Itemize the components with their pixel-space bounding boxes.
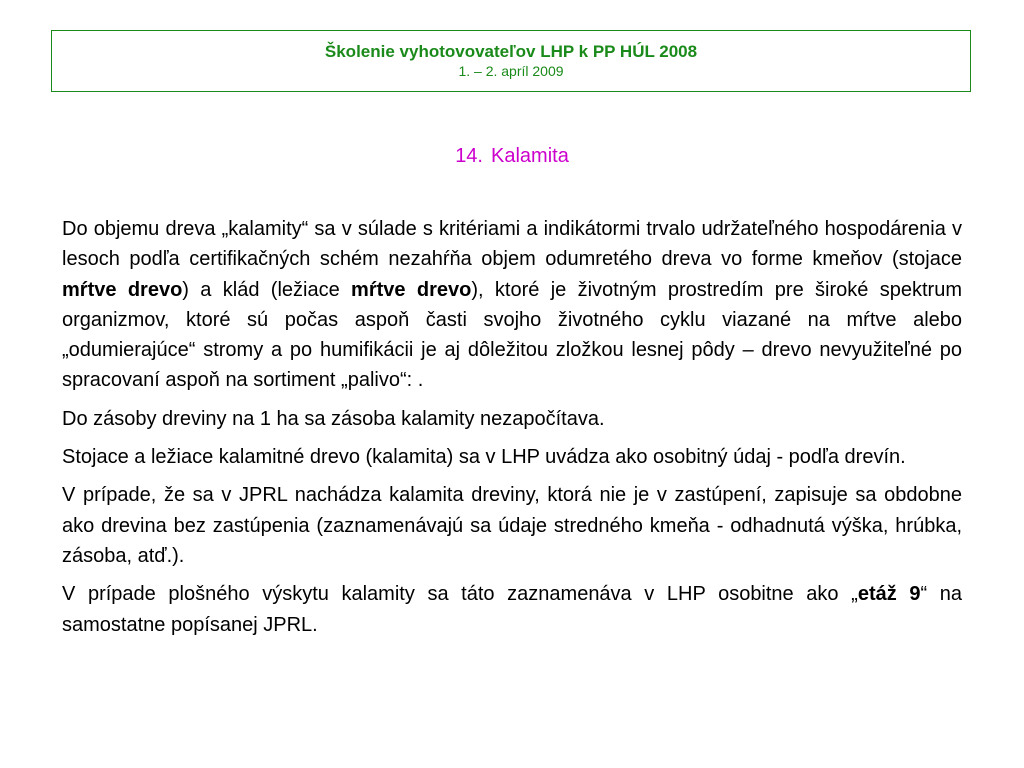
paragraph-4: V prípade, že sa v JPRL nachádza kalamita dreviny, ktorá nie je v zastúpení, zapisuje sa obdobne ako drevina bez zastúpenia (zaznamenávajú sa údaje stredného kmeňa - odhadnutá výška, hrúbka, zásoba, atď.). bbox=[62, 484, 962, 567]
section-heading bbox=[0, 144, 1024, 168]
header-title: Školenie vyhotovovateľov LHP k PP HÚL 2008 bbox=[324, 42, 698, 61]
header-subtitle: 1. – 2. apríl 2009 bbox=[458, 63, 564, 79]
paragraph-5 bbox=[62, 579, 962, 640]
paragraph-1-bold-1: mŕtve drevo bbox=[62, 278, 183, 301]
paragraph-1-text-1: Do objemu dreva „kalamity“ sa v súlade s kritériami a indikátormi trvalo udržateľného hospodárenia v lesoch podľa certifikačných schém nezahŕňa objem odumretého dreva vo forme kmeňov (stojace bbox=[62, 218, 962, 271]
paragraph-5-bold-1: etáž 9 bbox=[857, 583, 921, 606]
section-title: Kalamita bbox=[491, 145, 569, 167]
paragraph-5-text-2: “ na samostatne popísanej JPRL. bbox=[62, 583, 963, 636]
paragraph-1 bbox=[62, 214, 962, 396]
paragraph-5-text-1: V prípade plošného výskytu kalamity sa táto zaznamenáva v LHP osobitne ako „ bbox=[62, 583, 858, 606]
paragraph-1-bold-2: mŕtve drevo bbox=[351, 278, 472, 301]
content-body bbox=[62, 214, 962, 648]
section-number: 14. bbox=[455, 145, 483, 167]
paragraph-3: Stojace a ležiace kalamitné drevo (kalamita) sa v LHP uvádza ako osobitný údaj - podľa drevín. bbox=[62, 446, 906, 469]
paragraph-2: Do zásoby dreviny na 1 ha sa zásoba kalamity nezapočítava. bbox=[62, 407, 605, 430]
paragraph-1-text-2: ) a klád (ležiace bbox=[182, 278, 352, 301]
header-box bbox=[51, 30, 971, 92]
paragraph-1-text-3: ), ktoré je životným prostredím pre široké spektrum organizmov, ktoré sú počas aspoň časti svojho životného cyklu viazané na mŕtve alebo „odumierajúce“ stromy a po humifikácii je aj dôležitou zložkou lesnej pôdy – drevo nevyužiteľné po spracovaní aspoň na sortiment „palivo“: . bbox=[62, 278, 962, 392]
